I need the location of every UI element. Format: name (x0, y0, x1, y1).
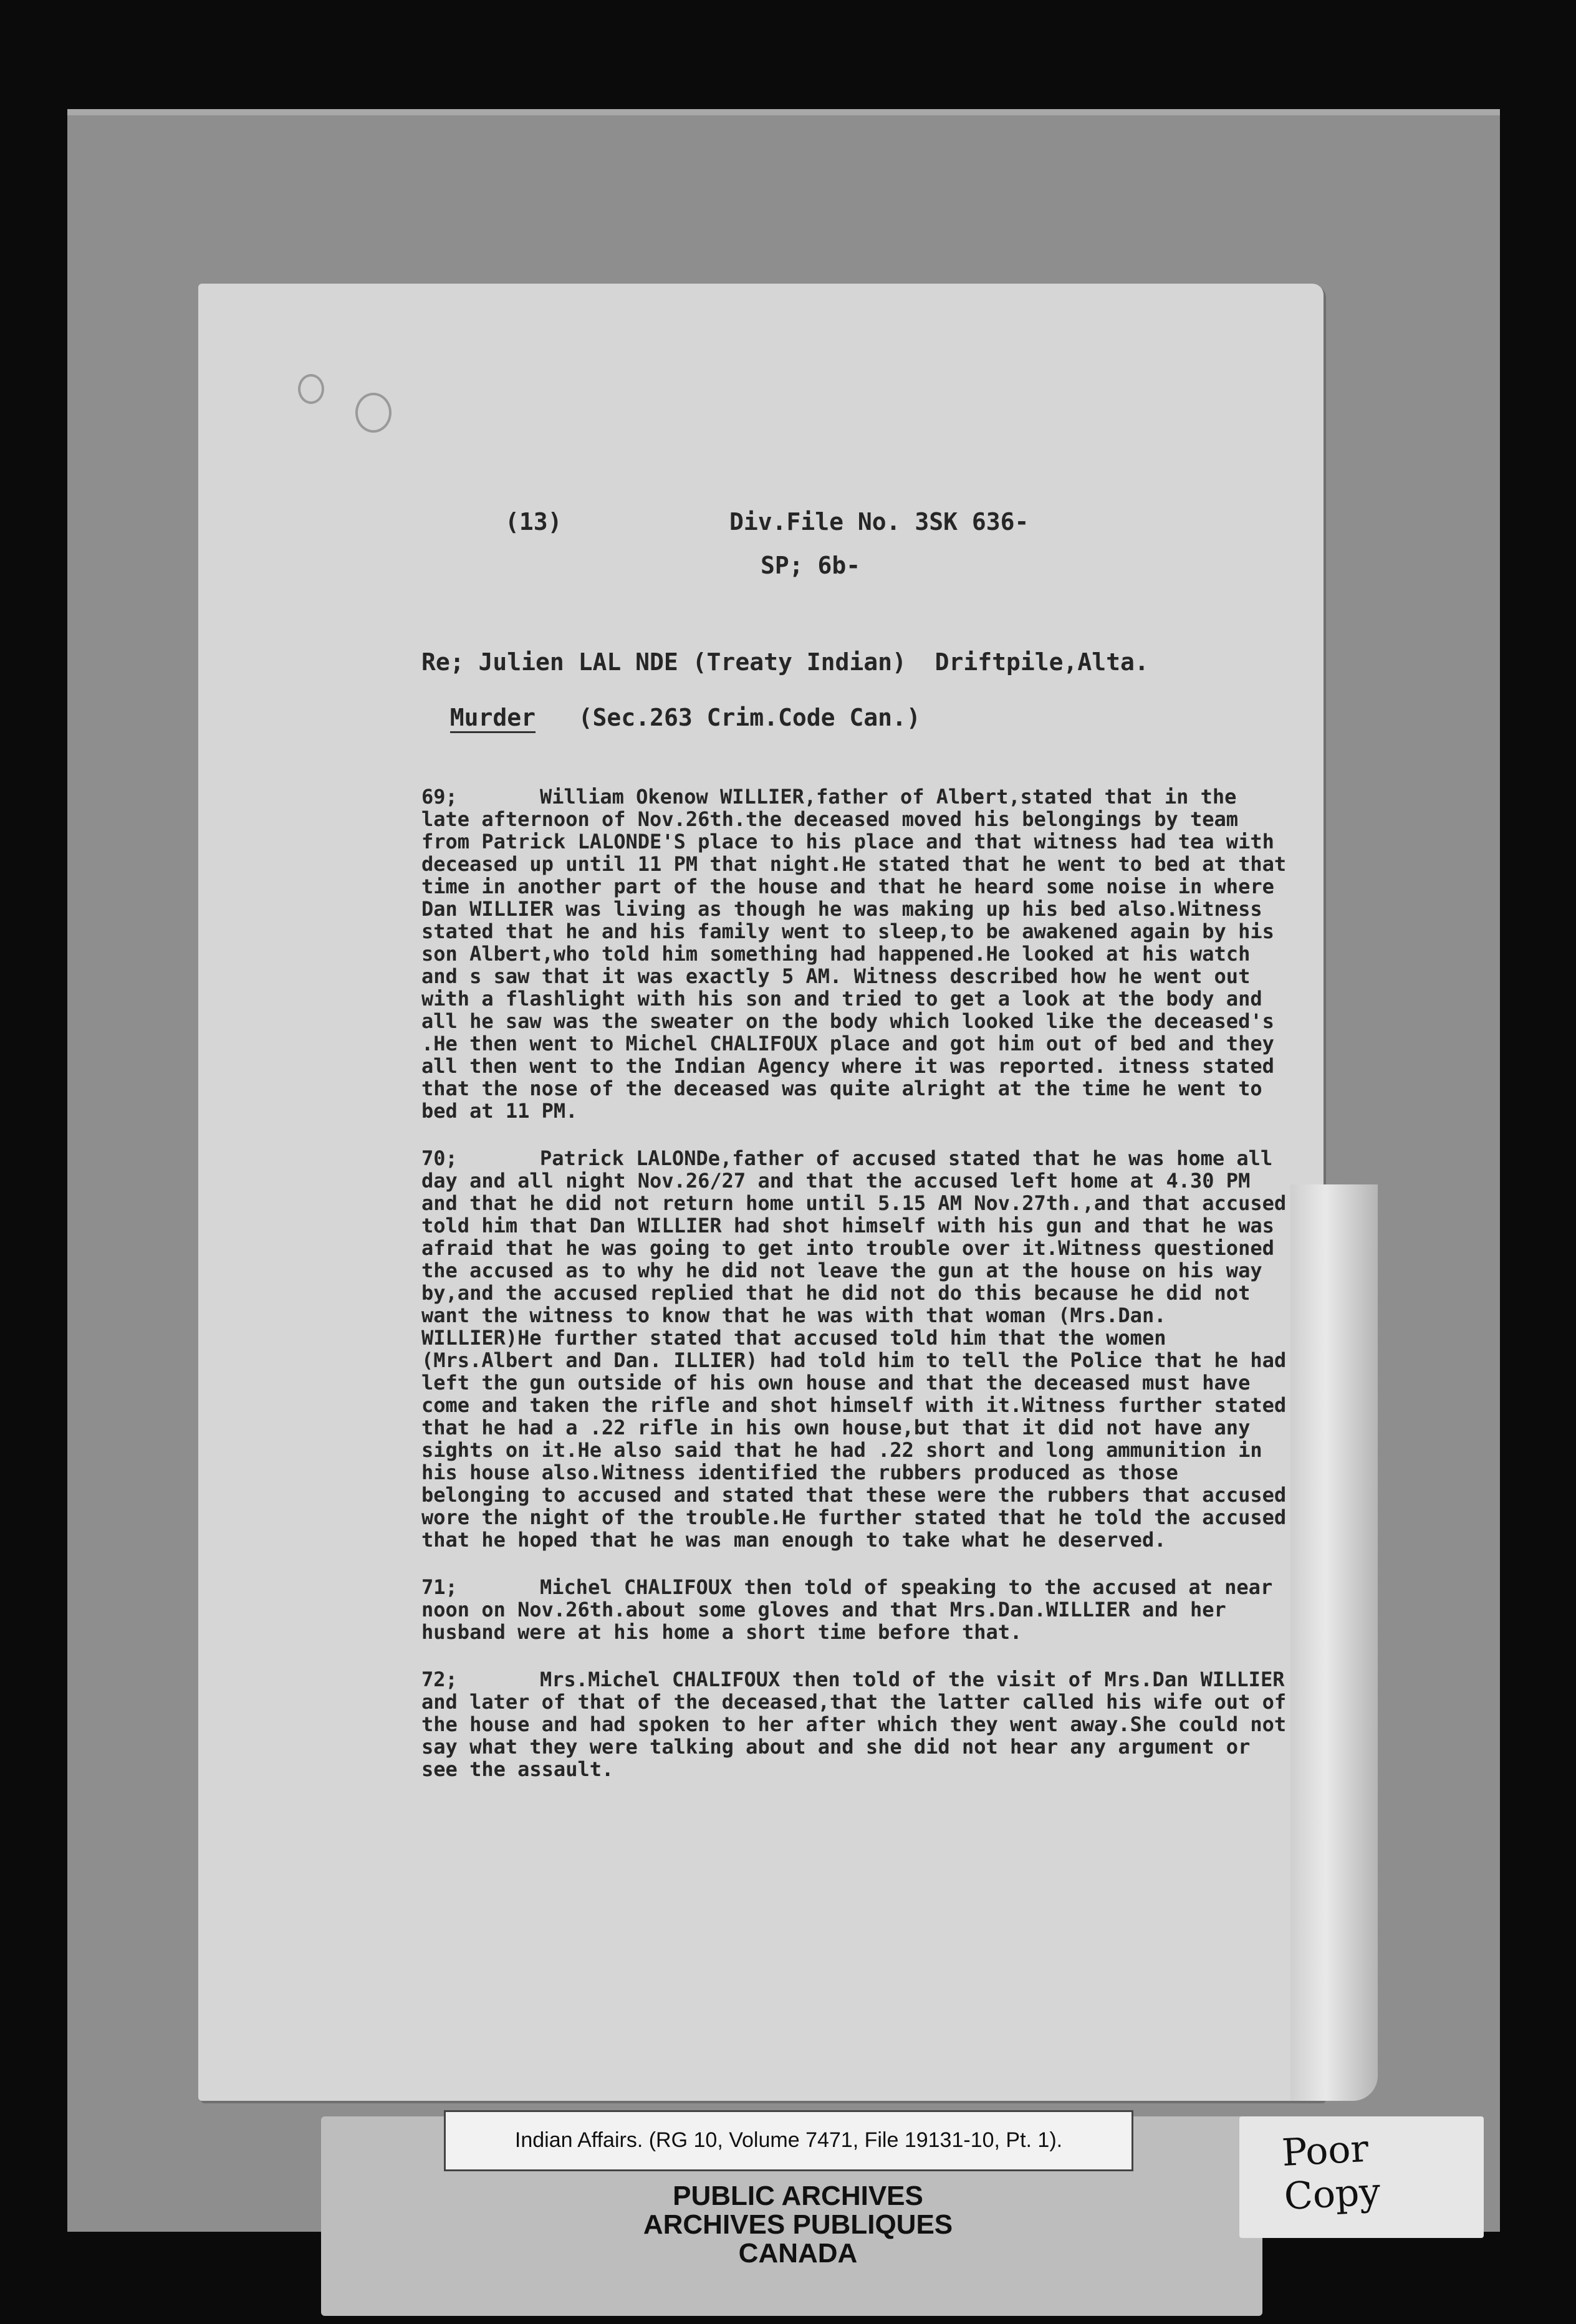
paragraph-text: Mrs.Michel CHALIFOUX then told of the visit of Mrs.Dan WILLIER and later of that of the deceased,that the latter called his wife out of the house and had spoken to her after which they went away.She could not say what they were talking about and she did not hear any argument or see the assault. (421, 1668, 1287, 1781)
file-number: Div.File No. 3SK 636- (729, 508, 1029, 535)
archives-stamp (561, 2182, 1035, 2268)
offence-title: Murder (450, 704, 536, 733)
paragraph-number: 70; (421, 1146, 458, 1170)
poor-copy-text (1280, 2126, 1381, 2219)
re-line-offence (421, 676, 921, 731)
paragraph-text: Michel CHALIFOUX then told of speaking to the accused at near noon on Nov.26th.about some gloves and that Mrs.Dan.WILLIER and her husband were at his home a short time before that. (421, 1575, 1273, 1644)
offence-section: (Sec.263 Crim.Code Can.) (536, 704, 921, 731)
paragraph-70 (421, 1147, 1294, 1551)
paragraph-number: 72; (421, 1668, 458, 1691)
punch-hole (355, 393, 392, 433)
poor-copy-line-1: Poor (1280, 2126, 1370, 2176)
page-curl (1290, 1184, 1378, 2101)
re-line: Re; Julien LAL NDE (Treaty Indian) Driftpile,Alta. (421, 648, 1149, 676)
statement-paragraphs (421, 785, 1294, 1805)
stamp-line-3: CANADA (738, 2238, 858, 2269)
archive-reference-text: Indian Affairs. (RG 10, Volume 7471, File 19131-10, Pt. 1). (514, 2128, 1063, 2152)
paragraph-71 (421, 1576, 1294, 1643)
stamp-line-2: ARCHIVES PUBLIQUES (643, 2209, 953, 2240)
paragraph-72 (421, 1668, 1294, 1780)
punch-hole (298, 374, 324, 404)
poor-copy-line-2: Copy (1283, 2169, 1381, 2219)
file-subnumber: SP; 6b- (761, 552, 861, 579)
paragraph-number: 69; (421, 785, 458, 809)
poor-copy-tag (1239, 2116, 1484, 2238)
paragraph-number: 71; (421, 1575, 458, 1599)
paragraph-text: Patrick LALONDe,father of accused stated that he was home all day and all night Nov.26/27 and that the accused left home at 4.30 PM and that he did not return home until 5.15 AM Nov.27th.,and that accused told him that Dan WILLIER had shot himself with his gun and that he was afraid that he was going to get into trouble over it.Witness questioned the accused as to why he did not leave the gun at the house on his way by,and the accused replied that he did not do this because he did not want the witness to know that he was with that woman (Mrs.Dan. WILLIER)He further stated that accused told him that the women (Mrs.Albert and Dan. ILLIER) had told him to tell the Police that he had left the gun outside of his own house and that the deceased must have come and taken the rifle and shot himself with it.Witness further stated that he had a .22 rifle in his own house,but that it did not have any sights on it.He also said that he had .22 short and long ammunition in his house also.Witness identified the rubbers produced as those belonging to accused and stated that these were the rubbers that accused wore the night of the trouble.He further stated that he told the accused that he hoped that he was man enough to take what he deserved. (421, 1146, 1287, 1552)
page-number: (13) (505, 508, 562, 535)
paragraph-text: William Okenow WILLIER,father of Albert,stated that in the late afternoon of Nov.26th.the deceased moved his belongings by team from Patrick LALONDE'S place to his place and that witness had tea with deceased up until 11 PM that night.He stated that he went to bed at that time in another part of the house and that he heard some noise in where Dan WILLIER was living as though he was making up his bed also.Witness stated that he and his family went to sleep,to be awakened again by his son Albert,who told him something had happened.He looked at his watch and s saw that it was exactly 5 AM. Witness described how he went out with a flashlight with his son and tried to get a look at the body and all he saw was the sweater on the body which looked like the deceased's .He then went to Michel CHALIFOUX place and got him out of bed and they all then went to the Indian Agency where it was reported. itness stated that the nose of the deceased was quite alright at the time he went to bed at 11 PM. (421, 785, 1287, 1123)
paragraph-69 (421, 785, 1294, 1122)
archive-reference-label (444, 2110, 1133, 2171)
stamp-line-1: PUBLIC ARCHIVES (673, 2181, 923, 2211)
